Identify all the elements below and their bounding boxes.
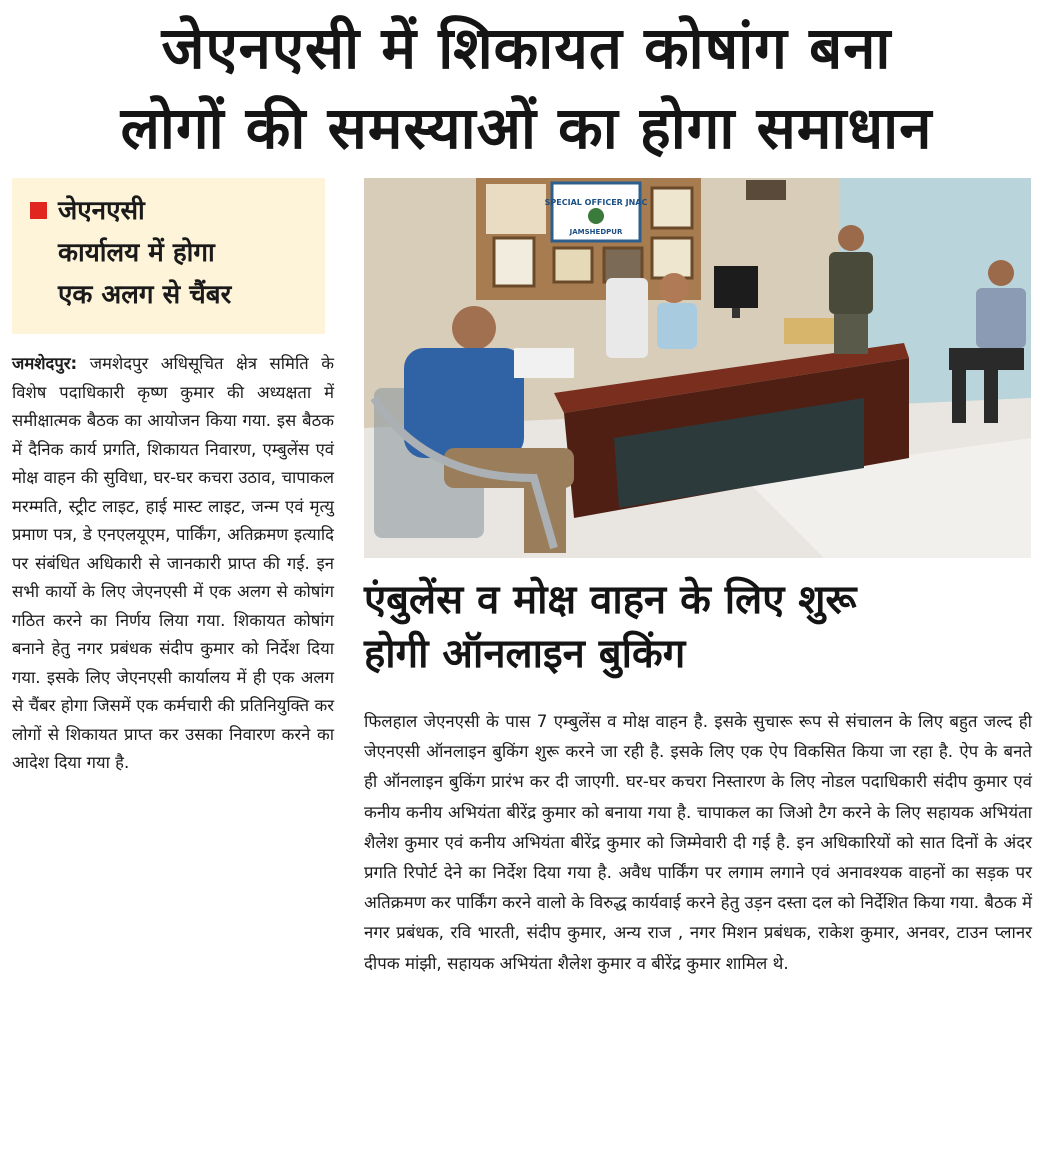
highlight-line-3: एक अलग से चैंबर xyxy=(58,280,232,310)
headline xyxy=(0,8,1053,168)
headline-line-1: जेएनएसी में शिकायत कोषांग बना xyxy=(161,14,892,82)
left-article-body: जमशेदपुर अधिसूचित क्षेत्र समिति के विशेष पदाधिकारी कृष्ण कुमार की अध्यक्षता में समीक्षात्मक बैठक का आयोजन किया गया. इस बैठक में दैनिक कार्य प्रगति, शिकायत निवारण, एम्बुलेंस एवं मोक्ष वाहन की सुविधा, घर-घर कचरा उठाव, चापाकल मरम्मति, स्ट्रीट लाइट, हाई मास्ट लाइट, जन्म एवं मृत्यु प्रमाण पत्र, डे एनएलयूएम, पार्किंग, अतिक्रमण इत्यादि पर संबंधित अधिकारी से जानकारी प्राप्त की गई. इन सभी कार्यो के लिए जेएनएसी में एक अलग से कोषांग गठित करने का निर्णय लिया गया. शिकायत कोषांग बनाने हेतु नगर प्रबंधक संदीप कुमार को निर्देश दिया गया. इसके लिए जेएनएसी कार्यालय में ही एक अलग से चैंबर होगा जिसमें एक कर्मचारी की प्रतिनियुक्ति कर लोगों से शिकायत प्राप्त कर उसका निवारण करने का आदेश दिया गया है. xyxy=(12,354,334,772)
news-photo xyxy=(364,178,1031,558)
red-square-bullet-icon xyxy=(30,202,47,219)
highlight-line-2: कार्यालय में होगा xyxy=(58,238,215,268)
sign-text-line-1: SPECIAL OFFICER JNAC xyxy=(544,198,648,207)
right-article-body: फिलहाल जेएनएसी के पास 7 एम्बुलेंस व मोक्ष वाहन है. इसके सुचारू रूप से संचालन के लिए बहुत जल्द ही जेएनएसी ऑनलाइन बुकिंग शुरू करने जा रही है. इसके लिए एक ऐप विकसित किया जा रहा है. ऐप के बनते ही ऑनलाइन बुकिंग प्रारंभ कर दी जाएगी. घर-घर कचरा निस्तारण के लिए नोडल पदाधिकारी संदीप कुमार एवं कनीय कनीय अभियंता बीरेंद्र कुमार को बनाया गया है. चापाकल का जिओ टैग करने के लिए सहायक अभियंता शैलेश कुमार एवं कनीय अभियंता बीरेंद्र कुमार को जिम्मेवारी दी गई है. इन अधिकारियों को सात दिनों के अंदर प्रगति रिपोर्ट देने का निर्देश दिया गया है. अवैध पार्किंग पर लगाम लगाने एवं अनावश्यक वाहनों का सड़क पर अतिक्रमण कर पार्किंग करने वालो के विरुद्ध कार्यवाई करने हेतु उड़न दस्ता दल को निर्देशित किया गया. बैठक में नगर प्रबंधक, रवि भारती, संदीप कुमार, अन्य राज , नगर मिशन प्रबंधक, राकेश कुमार, अनवर, टाउन प्लानर दीपक मांझी, सहायक अभियंता शैलेश कुमार व बीरेंद्र कुमार शामिल थे. xyxy=(364,711,1032,973)
left-article xyxy=(12,350,334,778)
headline-line-2: लोगों की समस्याओं का होगा समाधान xyxy=(120,94,933,162)
subheadline-line-2: होगी ऑनलाइन बुकिंग xyxy=(364,631,686,677)
dateline: जमशेदपुर: xyxy=(12,354,78,373)
subheadline-line-1: एंबुलेंस व मोक्ष वाहन के लिए शुरू xyxy=(364,577,857,623)
office-meeting-photo xyxy=(364,178,1031,558)
highlight-line-1: जेएनएसी xyxy=(58,196,145,226)
highlight-box xyxy=(12,178,325,334)
subheadline xyxy=(364,573,1044,681)
sign-text-line-2: JAMSHEDPUR xyxy=(569,228,623,236)
